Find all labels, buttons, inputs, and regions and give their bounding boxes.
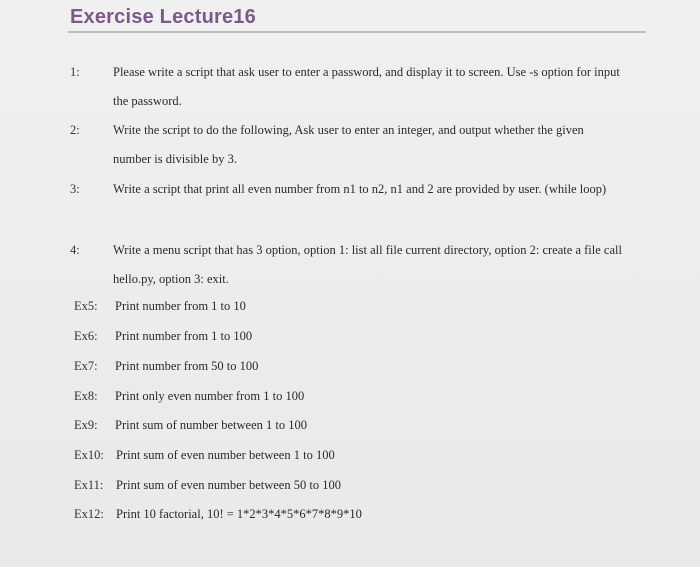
title-divider	[68, 31, 646, 33]
exercise-number: Ex6:	[74, 329, 98, 343]
exercise-text: Please write a script that ask user to enter a password, and display it to screen. Use -s option for input the password.	[113, 65, 620, 108]
exercise-number: 1:	[70, 65, 80, 79]
exercise-number: Ex9:	[74, 418, 98, 432]
exercise-number: Ex7:	[74, 359, 98, 373]
exercise-number: 3:	[70, 182, 80, 196]
exercise-number: 4:	[70, 243, 80, 257]
exercise-text: Write a script that print all even number from n1 to n2, n1 and 2 are provided by user. (while loop)	[113, 182, 607, 196]
exercise-text: Print number from 50 to 100	[115, 359, 259, 373]
exercise-number: Ex10:	[74, 448, 104, 462]
exercise-number: Ex11:	[74, 478, 104, 492]
page-title: Exercise Lecture16	[70, 6, 256, 28]
exercise-text: Print number from 1 to 10	[115, 299, 246, 313]
exercise-number: Ex12:	[74, 507, 104, 521]
exercise-text: Print sum of number between 1 to 100	[115, 418, 307, 432]
exercise-number: 2:	[70, 123, 80, 137]
exercise-number: Ex5:	[74, 299, 98, 313]
exercise-number: Ex8:	[74, 389, 98, 403]
exercise-text: Write a menu script that has 3 option, option 1: list all file current directory, option 2: create a file call hello.py, option 3: exit.	[113, 243, 622, 286]
exercise-text: Print sum of even number between 1 to 100	[116, 448, 335, 462]
exercise-text: Print sum of even number between 50 to 100	[116, 478, 341, 492]
exercise-text: Write the script to do the following, Ask user to enter an integer, and output whether the given number is divisible by 3.	[113, 123, 584, 166]
exercise-text: Print number from 1 to 100	[115, 329, 253, 343]
exercise-text: Print only even number from 1 to 100	[115, 389, 305, 403]
exercise-text: Print 10 factorial, 10! = 1*2*3*4*5*6*7*8*9*10	[116, 507, 362, 521]
